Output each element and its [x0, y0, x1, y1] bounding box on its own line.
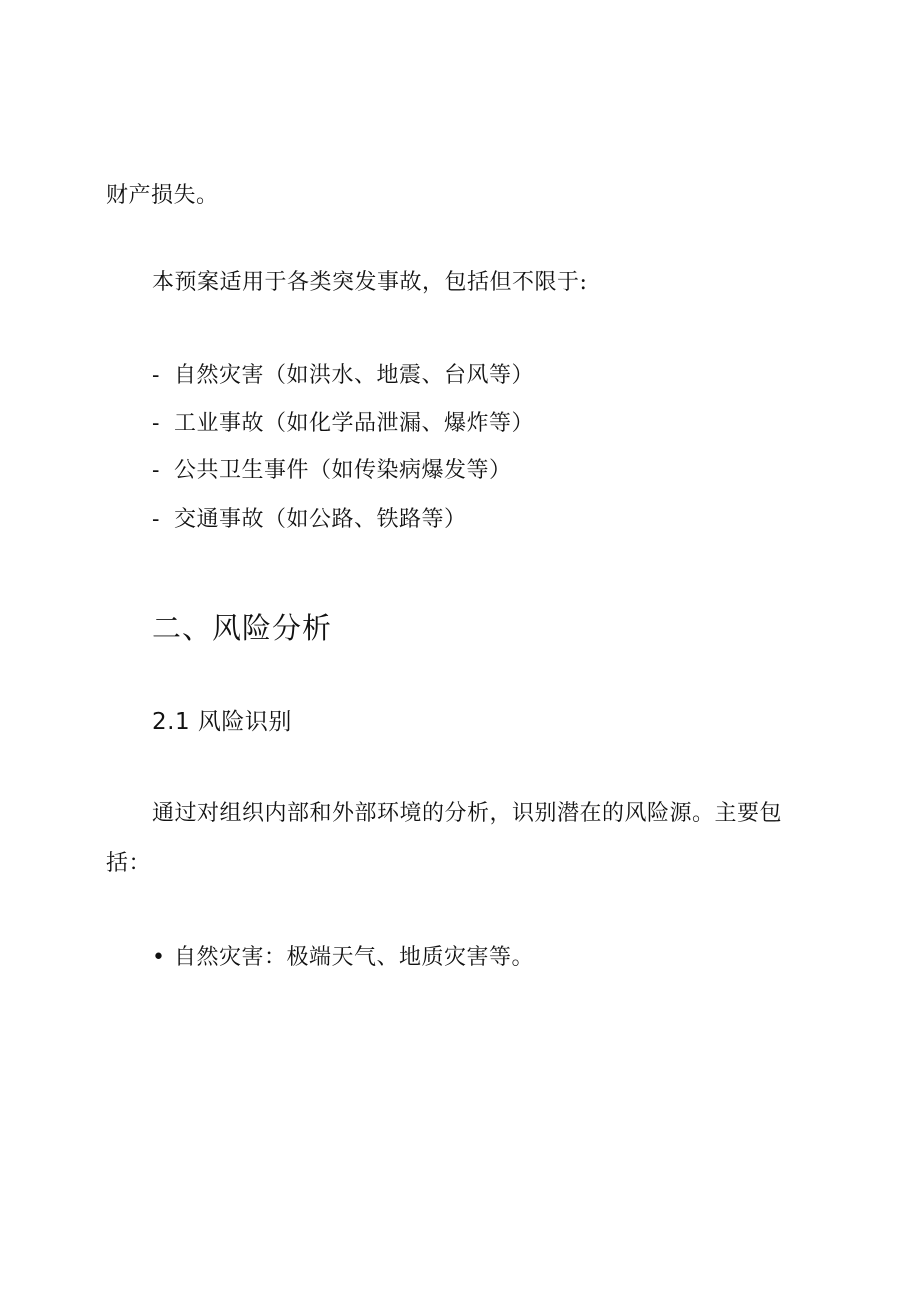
risk-paragraph-line-1: 通过对组织内部和外部环境的分析，识别潜在的风险源。主要包 — [152, 801, 783, 826]
dash-marker: - — [152, 458, 160, 483]
list-item-text: 公共卫生事件（如传染病爆发等） — [174, 458, 512, 483]
intro-tail-text: 财产损失。 — [106, 183, 219, 208]
dash-marker: - — [152, 507, 160, 532]
list-item-text: 自然灾害（如洪水、地震、台风等） — [174, 363, 535, 388]
list-item — [152, 361, 534, 391]
subsection-heading: 2.1 风险识别 — [152, 709, 292, 735]
list-item — [152, 943, 534, 973]
bullet-marker: • — [152, 945, 166, 970]
list-item-text: 交通事故（如公路、铁路等） — [174, 507, 467, 532]
scope-paragraph: 本预案适用于各类突发事故，包括但不限于: — [152, 270, 588, 295]
list-item — [152, 456, 512, 486]
list-item — [152, 505, 467, 535]
list-item-text: 工业事故（如化学品泄漏、爆炸等） — [174, 411, 535, 436]
section-heading: 二、风险分析 — [152, 611, 333, 645]
dash-marker: - — [152, 411, 160, 436]
list-item-text: 自然灾害：极端天气、地质灾害等。 — [174, 945, 535, 970]
dash-marker: - — [152, 363, 160, 388]
list-item — [152, 409, 534, 439]
risk-paragraph-line-2: 括： — [106, 851, 152, 876]
